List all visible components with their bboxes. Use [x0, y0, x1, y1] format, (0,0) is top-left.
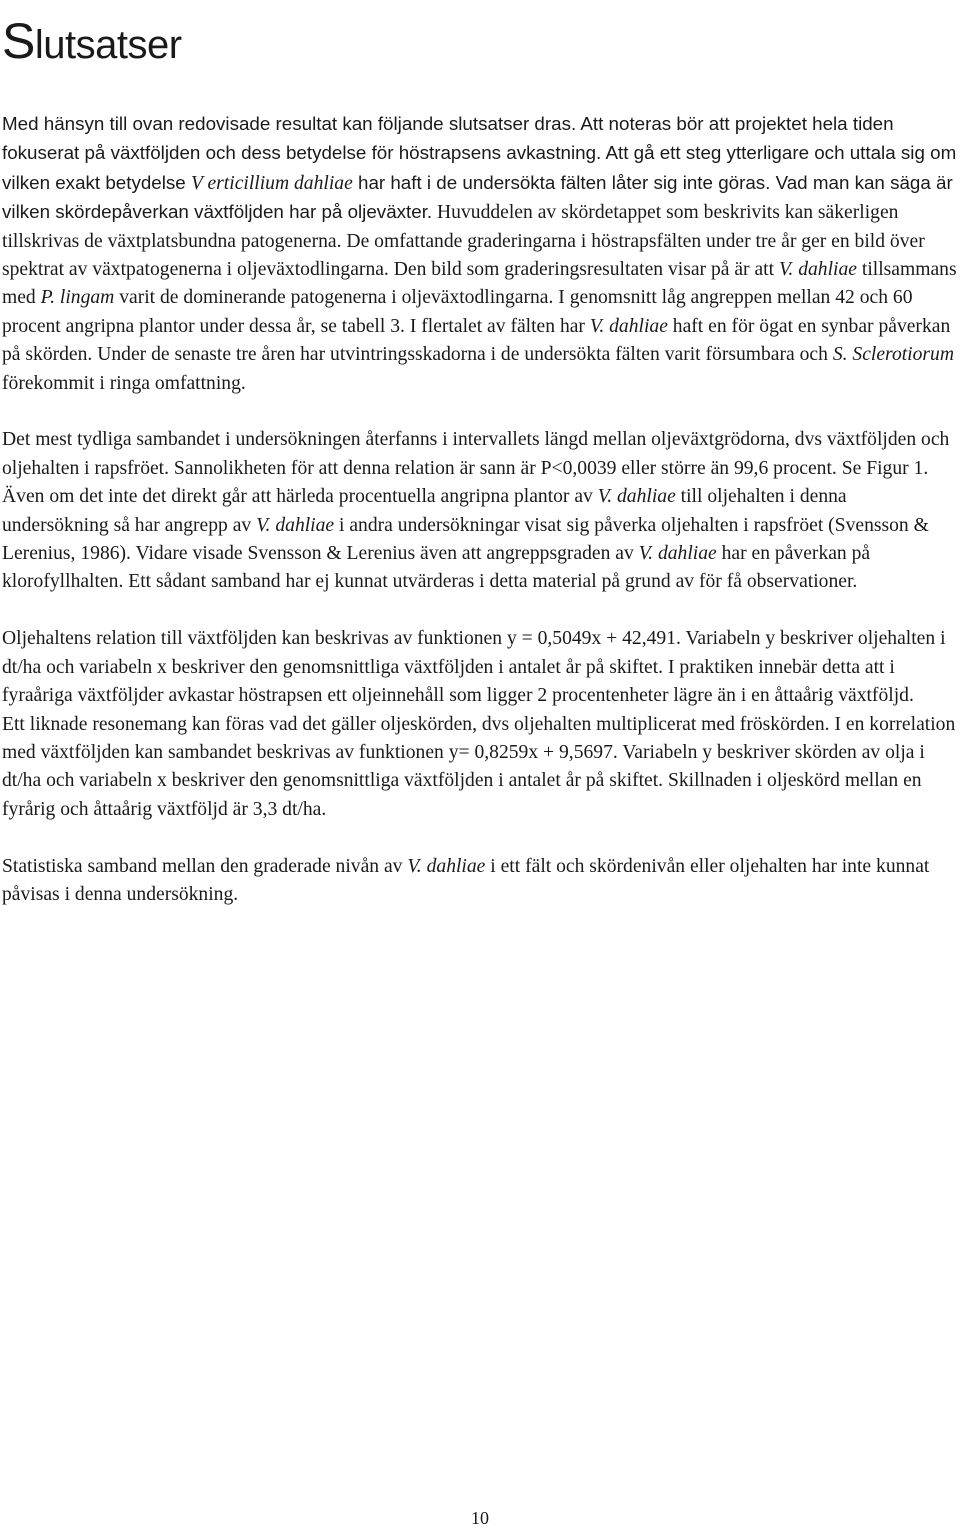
species-name: P. lingam	[40, 287, 115, 309]
text-run: haft en för ögat en synbar påverkan på skörden. Under de senaste tre åren har utvintringsskadorna i de undersökta fälten varit försumbara och	[2, 315, 951, 366]
species-name: V erticillium dahliae	[190, 172, 353, 194]
species-name: V. dahliae	[407, 855, 486, 877]
text-run: Det mest tydliga sambandet i undersökningen återfanns i intervallets längd mellan oljeväxtgrödorna, dvs växtföljden och oljehalten i rapsfröet. Sannolikheten för att denna relation är sann är P<0,0039 eller större än 99,6 procent. Se Figur 1. Även om det inte det direkt går att härleda procentuella angripna plantor av	[2, 429, 950, 508]
text-run: Huvuddelen av skördetappet som beskrivits kan säkerligen tillskrivas de växtplatsbundna patogenerna. De omfattande graderingarna i höstrapsfälten under tre år ger en bild över spektrat av växtpatogenerna i oljeväxtodlingarna. Den bild som graderingsresultaten visar på är att	[2, 202, 925, 281]
species-name: V. dahliae	[589, 315, 668, 337]
paragraph-conclusions	[2, 110, 958, 398]
species-name: V. dahliae	[638, 543, 717, 565]
paragraph-correlation	[2, 426, 958, 596]
page-number: 10	[471, 1508, 489, 1528]
text-run: i ett fält och skördenivån eller oljehalten har inte kunnat påvisas i denna undersökning.	[2, 855, 930, 905]
paragraph-gap	[2, 398, 958, 426]
paragraph-oil-yield: Ett liknade resonemang kan föras vad det gäller oljeskörden, dvs oljehalten multiplicerat med fröskörden. I en korrelation med växtföljden kan sambandet beskrivas av funktionen y= 0,8259x + 9,5697. Variabeln y beskriver skörden av olja i dt/ha och variabeln x beskriver den genomsnittliga växtföljden i antalet år på skiftet. Skillnaden i oljeskörd mellan en fyrårig och åttaårig växtföljd är 3,3 dt/ha.	[2, 713, 956, 820]
species-name: S. Sclerotiorum	[832, 344, 954, 366]
text-run: varit de dominerande patogenerna i oljeväxtodlingarna. I genomsnitt låg angreppen mellan 42 och 60 procent angripna plantor under dessa år, se tabell 3. I flertalet av fälten har	[2, 287, 913, 337]
paragraph-gap	[2, 824, 958, 852]
page-title	[2, 12, 182, 70]
text-run: har haft i de undersökta fälten låter sig inte göras. Vad man kan säga är vilken skördepåverkan växtföljden har på oljeväxter.	[2, 171, 953, 223]
species-name: V. dahliae	[256, 514, 335, 536]
species-name: V. dahliae	[597, 486, 676, 508]
paragraph-gap	[2, 597, 958, 625]
text-run: förekommit i ringa omfattning.	[2, 372, 246, 394]
text-run: i andra undersökningar visat sig påverka oljehalten i rapsfröet (Svensson & Lerenius, 1986). Vidare visade Svensson & Lerenius även att angreppsgraden av	[2, 514, 929, 565]
title-rest: lutsatser	[34, 23, 182, 67]
text-run: Med hänsyn till ovan redovisade resultat kan följande slutsatser dras. Att noteras bör att projektet hela tiden fokuserat på växtföljden och dess betydelse för höstrapsens avkastning. Att gå ett steg ytterligare och uttala sig om vilken exakt betydelse	[2, 113, 957, 193]
text-run: till oljehalten i denna undersökning så har angrepp av	[2, 486, 847, 536]
text-run: har en påverkan på klorofyllhalten. Ett sådant samband har ej kunnat utvärderas i detta material på grund av för få observationer.	[2, 543, 871, 593]
species-name: V. dahliae	[778, 259, 857, 281]
text-run: tillsammans med	[2, 259, 957, 309]
title-initial: S	[2, 13, 35, 69]
text-run: Statistiska samband mellan den graderade nivån av	[2, 855, 408, 877]
body-text	[2, 110, 958, 909]
paragraph-oil-content: Oljehaltens relation till växtföljden kan beskrivas av funktionen y = 0,5049x + 42,491. Variabeln y beskriver oljehalten i dt/ha och variabeln x beskriver den genomsnittliga växtföljden i antalet år på skiftet. I praktiken innebär detta att i fyraåriga växtföljder avkastar höstrapsen ett oljeinnehåll som ligger 2 procentenheter lägre än i en åttaårig växtföljd.	[2, 628, 946, 707]
paragraph-statistics	[2, 853, 958, 910]
